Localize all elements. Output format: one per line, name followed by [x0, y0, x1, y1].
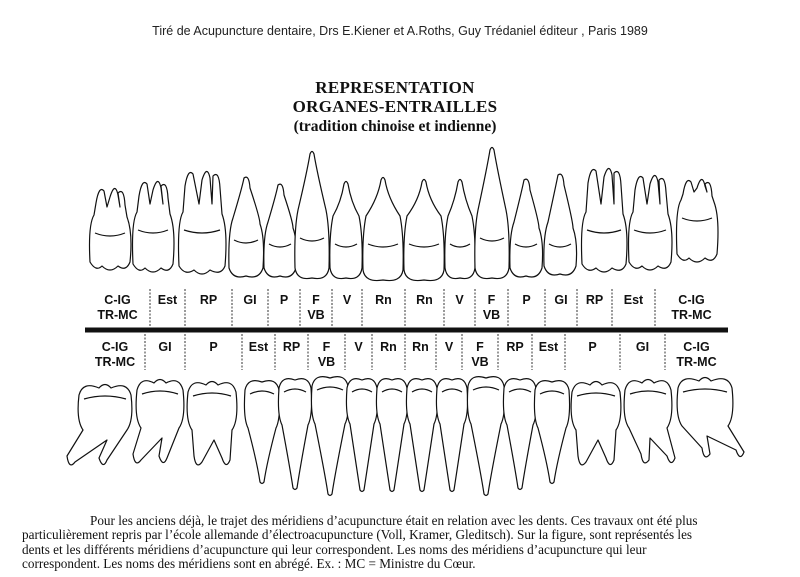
upper-label-12-1: P — [522, 293, 531, 307]
upper-tooth-12 — [510, 179, 543, 277]
lower-tooth-3 — [187, 382, 237, 465]
upper-label-2-1: Est — [157, 293, 178, 307]
upper-label-6-2: VB — [307, 308, 325, 322]
lower-tooth-10 — [436, 379, 467, 492]
lower-tooth-6 — [311, 377, 348, 496]
upper-label-6-1: F — [312, 293, 320, 307]
lower-tooth-13 — [534, 381, 569, 484]
upper-label-5-1: P — [279, 293, 289, 307]
title-line-3: (tradition chinoise et indienne) — [293, 118, 497, 135]
lower-label-5-1: RP — [282, 340, 301, 354]
upper-label-8-1: Rn — [375, 293, 392, 307]
lower-label-13-1: Est — [538, 340, 559, 354]
lower-label-16-2: TR-MC — [676, 355, 717, 369]
lower-tooth-2 — [133, 380, 184, 463]
upper-label-15-1: Est — [623, 293, 644, 307]
lower-tooth-9 — [406, 379, 437, 492]
title-line-2: ORGANES-ENTRAILLES — [292, 97, 498, 116]
lower-labels — [95, 340, 717, 369]
upper-tooth-7 — [330, 182, 362, 279]
upper-label-13-1: GI — [554, 293, 568, 307]
upper-label-1-2: TR-MC — [97, 308, 138, 322]
upper-tooth-3 — [179, 171, 227, 274]
lower-label-15-1: GI — [635, 340, 650, 354]
lower-label-16-1: C-IG — [683, 340, 710, 354]
paragraph-line-1: Pour les anciens déjà, le trajet des méridiens d’acupuncture était en relation avec les dents. Ces travaux ont été plus — [90, 513, 698, 528]
upper-tooth-1 — [90, 188, 132, 270]
upper-label-4-1: GI — [243, 293, 257, 307]
upper-label-3-1: RP — [199, 293, 218, 307]
lower-label-7-1: V — [354, 340, 363, 354]
lower-label-4-1: Est — [248, 340, 269, 354]
lower-tooth-8 — [376, 379, 407, 492]
upper-tooth-2 — [133, 181, 175, 272]
lower-label-12-1: RP — [506, 340, 524, 354]
upper-label-7-1: V — [342, 293, 352, 307]
lower-tooth-14 — [571, 382, 621, 465]
upper-label-11-2: VB — [482, 308, 501, 322]
upper-label-14-1: RP — [585, 293, 604, 307]
upper-tooth-6 — [295, 152, 329, 279]
lower-label-6-1: F — [322, 340, 331, 354]
lower-label-1-2: TR-MC — [94, 355, 136, 369]
upper-label-9-1: Rn — [416, 293, 433, 307]
upper-tooth-13 — [544, 174, 577, 275]
upper-label-1-1: C-IG — [104, 293, 131, 307]
upper-label-16-2: TR-MC — [671, 308, 712, 322]
paragraph-line-3: dents et les différents méridiens d’acupuncture qui leur correspondent. Les noms des méridiens d’acupuncture qui leur — [22, 541, 647, 557]
upper-tooth-10 — [445, 180, 475, 279]
upper-tooth-5 — [264, 184, 297, 277]
lower-tooth-7 — [346, 379, 377, 492]
lower-tooth-11 — [467, 377, 504, 496]
lower-teeth — [67, 377, 744, 496]
upper-label-10-1: V — [455, 293, 464, 307]
lower-label-9-1: Rn — [412, 340, 429, 354]
upper-label-11-1: F — [487, 293, 496, 307]
upper-tooth-14 — [582, 168, 628, 272]
upper-tooth-9 — [404, 180, 444, 281]
lower-label-11-2: VB — [471, 355, 489, 369]
explanation-paragraph — [22, 514, 782, 572]
lower-tooth-4 — [244, 381, 279, 484]
upper-teeth — [90, 148, 719, 281]
lower-tooth-5 — [278, 379, 311, 490]
upper-tooth-8 — [363, 178, 403, 281]
lower-label-1-1: C-IG — [101, 340, 129, 354]
lower-label-14-1: P — [588, 340, 597, 354]
lower-label-3-1: P — [209, 340, 218, 354]
lower-tooth-12 — [503, 379, 536, 490]
lower-label-11-1: F — [476, 340, 484, 354]
upper-tooth-4 — [229, 177, 264, 277]
lower-label-6-2: VB — [317, 355, 336, 369]
upper-label-16-1: C-IG — [678, 293, 705, 307]
lower-label-2-1: GI — [158, 340, 172, 354]
upper-tooth-11 — [475, 148, 509, 279]
paragraph-line-4: correspondent. Les noms des méridiens sont en abrégé. Ex. : MC = Ministre du Cœur. — [22, 556, 476, 572]
upper-tooth-15 — [629, 175, 673, 270]
title-line-1: REPRESENTATION — [315, 78, 475, 97]
lower-tooth-15 — [624, 380, 675, 463]
lower-label-10-1: V — [444, 340, 454, 354]
lower-label-8-1: Rn — [380, 340, 397, 354]
paragraph-line-2: particulièrement repris par l’école allemande d’électroacupuncture (Voll, Kramer, Gleditsch). Sur la figure, sont représentés les — [22, 527, 693, 543]
source-caption: Tiré de Acupuncture dentaire, Drs E.Kiener et A.Roths, Guy Trédaniel éditeur , Paris 1989 — [152, 24, 648, 38]
